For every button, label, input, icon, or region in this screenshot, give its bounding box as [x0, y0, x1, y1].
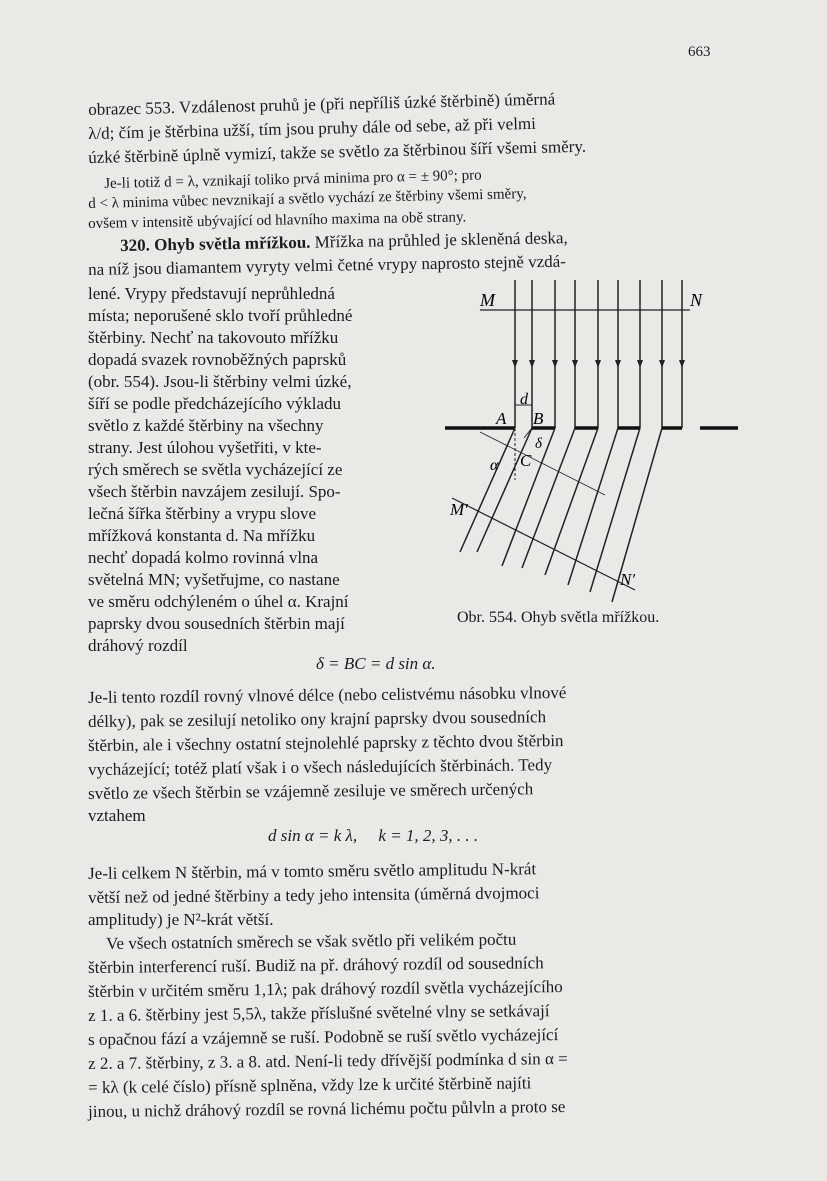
- label-a: A: [496, 409, 507, 428]
- label-m: M: [480, 290, 495, 310]
- section-first-line: Mřížka na průhled je skleněná deska,: [314, 228, 568, 252]
- para4-line-7: = kλ (k celé číslo) přísně splněna, vždy lze k určité štěrbině najíti: [88, 1073, 532, 1097]
- para4-line-1: Ve všech ostatních směrech se však světlo při velikém počtu: [106, 929, 517, 953]
- section-line-3: místa; neporušené sklo tvoří průhledné: [88, 306, 353, 325]
- para4-line-5: s opačnou fází a vzájemně se ruší. Podobně se ruší světlo vycházející: [88, 1025, 559, 1049]
- section-line-17: paprsky dvou sousedních štěrbin mají: [88, 614, 345, 633]
- label-d: d: [520, 391, 528, 408]
- small-line-1: Je-li totiž d = λ, vznikají toliko prvá minima pro α = ± 90°; pro: [104, 167, 482, 192]
- section-line-2: lené. Vrypy představují neprůhledná: [88, 284, 335, 303]
- section-line-5: dopadá svazek rovnoběžných paprsků: [88, 350, 347, 369]
- label-alpha: α: [490, 457, 499, 474]
- small-line-3: ovšem v intensitě ubývající od hlavního maxima na obě strany.: [88, 209, 467, 232]
- equation-2: d sin α = k λ, k = 1, 2, 3, . . .: [268, 826, 479, 845]
- section-line-8: světlo z každé štěrbiny na všechny: [88, 416, 324, 435]
- label-n-prime: N′: [620, 570, 636, 589]
- para4-line-2: štěrbin interferencí ruší. Budiž na př. dráhový rozdíl od sousedních: [88, 953, 544, 977]
- intro-line-3: úzké štěrbině úplně vymizí, takže se světlo za štěrbinou šíří všemi směry.: [88, 136, 587, 167]
- para3-line-2: větší než od jedné štěrbiny a tedy jeho intensita (úměrná dvojmoci: [88, 883, 540, 907]
- page-number: 663: [688, 44, 711, 60]
- section-line-15: světelná MN; vyšetřujme, co nastane: [88, 570, 340, 589]
- section-line-7: šíří se podle předcházejícího výkladu: [88, 394, 342, 413]
- section-line-16: ve směru odchýleném o úhel α. Krajní: [88, 592, 349, 611]
- section-line-6: (obr. 554). Jsou-li štěrbiny velmi úzké,: [88, 372, 352, 391]
- para2-line-5: světlo ze všech štěrbin se vzájemně zesiluje ve směrech určených: [88, 779, 534, 803]
- label-n: N: [690, 290, 703, 310]
- label-c: C: [520, 451, 532, 470]
- para2-line-3: štěrbin, ale i všechny ostatní stejnolehlé paprsky z těchto dvou štěrbin: [88, 731, 564, 755]
- section-line-14: nechť dopadá kolmo rovinná vlna: [88, 548, 319, 567]
- section-title: Ohyb světla mřížkou.: [153, 232, 311, 255]
- equation-1: δ = BC = d sin α.: [316, 654, 436, 673]
- label-delta: δ: [535, 436, 542, 452]
- section-line-13: mřížková konstanta d. Na mřížku: [88, 526, 316, 545]
- section-number: 320.: [120, 235, 151, 255]
- para3-line-3: amplitudy) je N²-krát větší.: [88, 910, 274, 929]
- label-b: B: [533, 409, 544, 428]
- para4-line-6: z 2. a 7. štěrbiny, z 3. a 8. atd. Není-li tedy dřívější podmínka d sin α =: [88, 1048, 568, 1073]
- para4-line-8: jinou, u nichž dráhový rozdíl se rovná lichému počtu půlvln a proto se: [88, 1097, 566, 1121]
- para2-line-4: vycházející; totéž platí však i o všech následujících štěrbinách. Tedy: [88, 755, 553, 779]
- section-line-11: všech štěrbin navzájem zesilují. Spo-: [88, 482, 341, 501]
- para2-line-1: Je-li tento rozdíl rovný vlnové délce (nebo celistvému násobku vlnové: [88, 682, 567, 707]
- section-line-4: štěrbiny. Nechť na takovouto mřížku: [88, 328, 339, 347]
- small-line-2: d < λ minima vůbec nevznikají a světlo vychází ze štěrbiny všemi směry,: [88, 186, 527, 212]
- para4-line-3: štěrbin v určitém směru 1,1λ; pak dráhový rozdíl světla vycházejícího: [88, 977, 563, 1001]
- section-line-1: na níž jsou diamantem vyryty velmi četné vrypy naprosto stejně vzdá-: [88, 251, 567, 279]
- figure-caption: Obr. 554. Ohyb světla mřížkou.: [457, 609, 660, 626]
- para3-line-1: Je-li celkem N štěrbin, má v tomto směru světlo amplitudu N-krát: [88, 859, 537, 883]
- section-line-18: dráhový rozdíl: [88, 636, 188, 655]
- para2-line-6: vztahem: [88, 806, 146, 825]
- label-m-prime: M′: [450, 500, 468, 519]
- grating-diagram: [440, 270, 740, 615]
- section-line-9: strany. Jest úlohou vyšetřiti, v kte-: [88, 438, 322, 457]
- intro-line-1: obrazec 553. Vzdálenost pruhů je (při nepříliš úzké štěrbině) úměrná: [88, 89, 556, 119]
- section-line-12: lečná šířka štěrbiny a vrypu slove: [88, 504, 317, 523]
- intro-line-2: λ/d; čím je štěrbina užší, tím jsou pruhy dále od sebe, až při velmi: [88, 113, 537, 143]
- incident-rays: [515, 280, 682, 428]
- para4-line-4: z 1. a 6. štěrbiny jest 5,5λ, takže příslušné světelné vlny se setkávají: [88, 1001, 550, 1025]
- para2-line-2: délky), pak se zesilují netoliko ony krajní paprsky dvou sousedních: [88, 707, 547, 731]
- section-line-10: rých směrech se světla vycházející ze: [88, 460, 343, 479]
